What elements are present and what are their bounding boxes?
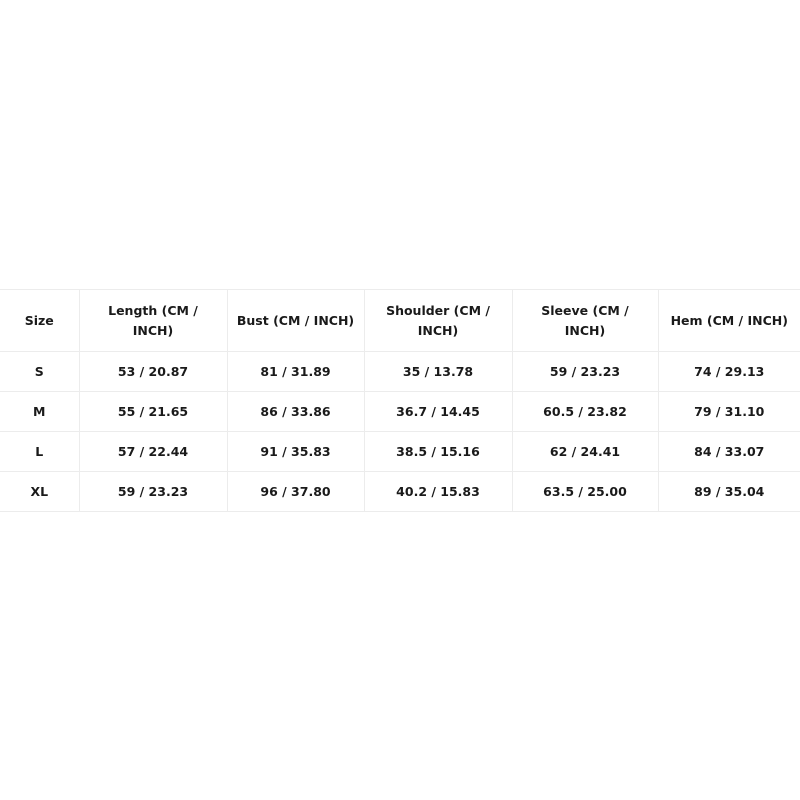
table-row [0,392,800,432]
cell-size: M [0,392,79,432]
table-body [0,352,800,512]
cell-shoulder: 36.7 / 14.45 [364,392,512,432]
table-row [0,352,800,392]
cell-hem: 89 / 35.04 [658,472,800,512]
table-row [0,432,800,472]
header-sleeve: Sleeve (CM / INCH) [512,290,658,352]
cell-length: 53 / 20.87 [79,352,227,392]
cell-length: 59 / 23.23 [79,472,227,512]
cell-length: 57 / 22.44 [79,432,227,472]
header-length: Length (CM / INCH) [79,290,227,352]
header-bust: Bust (CM / INCH) [227,290,364,352]
header-row [0,290,800,352]
header-shoulder: Shoulder (CM / INCH) [364,290,512,352]
cell-bust: 86 / 33.86 [227,392,364,432]
cell-shoulder: 38.5 / 15.16 [364,432,512,472]
cell-length: 55 / 21.65 [79,392,227,432]
cell-bust: 96 / 37.80 [227,472,364,512]
table-row [0,472,800,512]
cell-shoulder: 35 / 13.78 [364,352,512,392]
cell-sleeve: 63.5 / 25.00 [512,472,658,512]
cell-size: L [0,432,79,472]
cell-size: XL [0,472,79,512]
cell-bust: 91 / 35.83 [227,432,364,472]
cell-size: S [0,352,79,392]
cell-hem: 74 / 29.13 [658,352,800,392]
cell-sleeve: 59 / 23.23 [512,352,658,392]
cell-sleeve: 60.5 / 23.82 [512,392,658,432]
cell-bust: 81 / 31.89 [227,352,364,392]
size-chart-table [0,289,800,512]
header-size: Size [0,290,79,352]
cell-shoulder: 40.2 / 15.83 [364,472,512,512]
cell-sleeve: 62 / 24.41 [512,432,658,472]
header-hem: Hem (CM / INCH) [658,290,800,352]
cell-hem: 79 / 31.10 [658,392,800,432]
table-header [0,290,800,352]
cell-hem: 84 / 33.07 [658,432,800,472]
